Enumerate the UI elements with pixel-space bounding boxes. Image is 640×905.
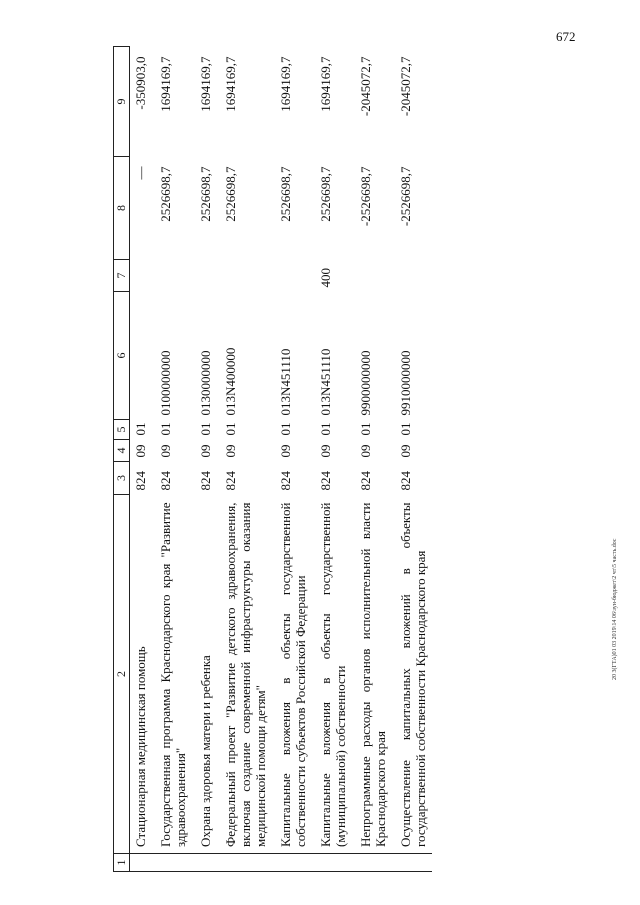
header-cell: 9 [114, 47, 130, 157]
expense-type-cell: 400 [318, 268, 333, 288]
item-name-cell: Федеральный проект "Развитие детского здравоохранения, включая создание современной инфраструктуры оказания медицинской помощи детям" [223, 502, 268, 847]
header-cell: 7 [114, 260, 130, 292]
subsection-code-cell: 01 [223, 422, 238, 436]
ministry-code-cell: 824 [358, 471, 373, 491]
section-code-cell: 09 [158, 444, 173, 458]
expense-type-cell [272, 260, 312, 292]
table-header-row [114, 47, 130, 872]
section-code-cell: 09 [278, 444, 293, 458]
item-name-cell: Непрограммные расходы органов исполнительной власти Краснодарского края [358, 502, 388, 847]
amount-cell: -2526698,7 [398, 166, 413, 227]
amount-cell: 2526698,7 [318, 166, 333, 222]
item-name-cell: Капитальные вложения в объекты государственной (муниципальной) собственности [318, 502, 348, 847]
amount-cell: -2526698,7 [358, 166, 373, 227]
row-marker-cell [217, 854, 272, 872]
expense-type-cell [352, 260, 392, 292]
amount-cell: -2045072,7 [398, 56, 413, 117]
amount-cell: — [133, 166, 148, 180]
subsection-code-cell: 01 [198, 422, 213, 436]
expense-type-cell [392, 260, 432, 292]
section-code-cell: 09 [318, 444, 333, 458]
section-code-cell: 09 [358, 444, 373, 458]
page-number: 672 [556, 29, 576, 44]
subsection-code-cell: 01 [158, 422, 173, 436]
amount-cell: 1694169,7 [278, 56, 293, 112]
item-name-cell: Стационарная медицинская помощь [133, 646, 148, 847]
target-article-cell: 013N451110 [278, 348, 293, 416]
subsection-code-cell: 01 [278, 422, 293, 436]
target-article-cell: 013N451110 [318, 348, 333, 416]
header-cell: 6 [114, 292, 130, 420]
header-cell: 4 [114, 440, 130, 462]
target-article-cell: 9910000000 [398, 350, 413, 416]
expense-type-cell [192, 260, 217, 292]
amount-cell: 1694169,7 [223, 56, 238, 112]
item-name-cell: Осуществление капитальных вложений в объекты государственной собственности Краснодарского края [398, 502, 428, 847]
expense-type-cell [152, 260, 192, 292]
amount-cell: 2526698,7 [223, 166, 238, 222]
row-marker-cell [130, 854, 153, 872]
amount-cell: -2045072,7 [358, 56, 373, 117]
table-row [392, 47, 432, 872]
row-marker-cell [392, 854, 432, 872]
amount-cell: 1694169,7 [198, 56, 213, 112]
ministry-code-cell: 824 [198, 471, 213, 491]
row-marker-cell [192, 854, 217, 872]
table-row [272, 47, 312, 872]
expense-type-cell [130, 260, 153, 292]
header-cell: 3 [114, 462, 130, 495]
target-article-cell [130, 292, 153, 420]
table-row [217, 47, 272, 872]
subsection-code-cell: 01 [318, 422, 333, 436]
subsection-code-cell: 01 [358, 422, 373, 436]
header-cell: 8 [114, 157, 130, 260]
item-name-cell: Государственная программа Краснодарского края "Развитие здравоохранения" [158, 502, 188, 847]
ministry-code-cell: 824 [278, 471, 293, 491]
target-article-cell: 0100000000 [158, 350, 173, 416]
row-marker-cell [312, 854, 352, 872]
target-article-cell: 0130000000 [198, 350, 213, 416]
ministry-code-cell: 824 [158, 471, 173, 491]
header-cell: 2 [114, 495, 130, 854]
table-row [352, 47, 392, 872]
budget-table-container [113, 47, 593, 872]
section-code-cell: 09 [133, 444, 148, 458]
ministry-code-cell: 824 [318, 471, 333, 491]
document-path-note: 20 3(ГТА)01 03 2019\14 06\зун-бюджет\2 чт\5 часть.doc [612, 538, 618, 680]
row-marker-cell [272, 854, 312, 872]
budget-table [113, 46, 432, 872]
ministry-code-cell: 824 [398, 471, 413, 491]
subsection-code-cell: 01 [133, 422, 148, 436]
row-marker-cell [152, 854, 192, 872]
section-code-cell: 09 [398, 444, 413, 458]
subsection-code-cell: 01 [398, 422, 413, 436]
table-row [130, 47, 153, 872]
target-article-cell: 9900000000 [358, 350, 373, 416]
section-code-cell: 09 [223, 444, 238, 458]
ministry-code-cell: 824 [133, 471, 148, 491]
amount-cell: -350903,0 [133, 56, 148, 110]
amount-cell: 2526698,7 [278, 166, 293, 222]
section-code-cell: 09 [198, 444, 213, 458]
table-row [192, 47, 217, 872]
row-marker-cell [352, 854, 392, 872]
amount-cell: 1694169,7 [318, 56, 333, 112]
table-body [130, 47, 433, 872]
table-row [312, 47, 352, 872]
item-name-cell: Охрана здоровья матери и ребенка [198, 655, 213, 847]
header-cell: 1 [114, 854, 130, 872]
expense-type-cell [217, 260, 272, 292]
amount-cell: 2526698,7 [158, 166, 173, 222]
amount-cell: 2526698,7 [198, 166, 213, 222]
target-article-cell: 013N400000 [223, 347, 238, 416]
item-name-cell: Капитальные вложения в объекты государственной собственности субъектов Российской Федерации [278, 502, 308, 847]
table-row [152, 47, 192, 872]
header-cell: 5 [114, 420, 130, 440]
ministry-code-cell: 824 [223, 471, 238, 491]
amount-cell: 1694169,7 [158, 56, 173, 112]
